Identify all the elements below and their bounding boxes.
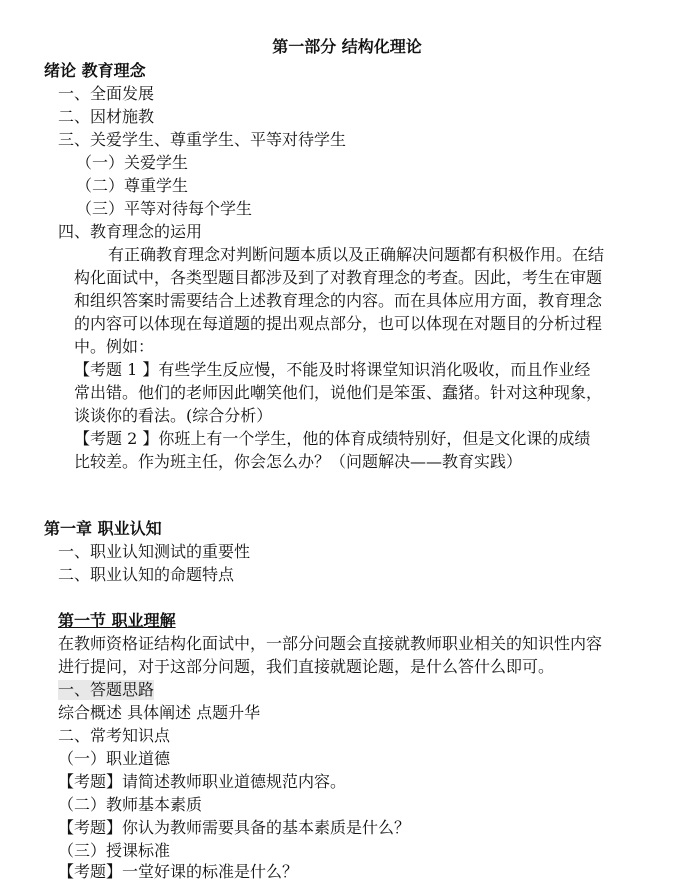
question-teaching-standard: 【考题】一堂好课的标准是什么？ [58,862,299,881]
section-1-item-2: 二、常考知识点 [58,726,171,745]
section-1-heading: 第一节 职业理解 [58,611,176,630]
intro-subitem-3: （三）平等对待每个学生 [76,199,253,218]
subitem-ethics: （一）职业道德 [58,749,171,768]
question-ethics: 【考题】请简述教师职业道德规范内容。 [58,772,347,791]
intro-paragraph-line: 中。例如： [74,337,155,356]
part-title: 第一部分 结构化理论 [272,37,422,56]
subitem-teaching-standard: （三）授课标准 [58,841,171,860]
intro-paragraph-line: 的内容可以体现在每道题的提出观点部分，也可以体现在对题目的分析过程 [74,314,603,333]
question-1-line: 【考题 1 】有些学生反应慢，不能及时将课堂知识消化吸收，而且作业经 [74,360,591,379]
intro-item-2: 二、因材施教 [58,107,155,126]
chapter-1-item-2: 二、职业认知的命题特点 [58,565,235,584]
intro-item-4: 四、教育理念的运用 [58,222,203,241]
answer-steps: 综合概述 具体阐述 点题升华 [58,703,261,722]
intro-item-1: 一、全面发展 [58,84,155,103]
question-1-line: 常出错。他们的老师因此嘲笑他们，说他们是笨蛋、蠢猪。针对这种现象， [74,383,603,402]
subitem-qualities: （二）教师基本素质 [58,795,203,814]
section-1-item-1: 一、答题思路 [58,680,155,699]
intro-paragraph-line: 有正确教育理念对判断问题本质以及正确解决问题都有积极作用。在结 [108,245,605,264]
section-1-paragraph-line: 进行提问，对于这部分问题，我们直接就题论题，是什么答什么即可。 [58,657,555,676]
intro-subitem-2: （二）尊重学生 [76,176,189,195]
chapter-1-heading: 第一章 职业认知 [44,519,162,538]
intro-subitem-1: （一）关爱学生 [76,153,189,172]
section-1-paragraph-line: 在教师资格证结构化面试中，一部分问题会直接就教师职业相关的知识性内容 [58,634,603,653]
intro-heading: 绪论 教育理念 [44,61,146,80]
question-2-line: 比较差。作为班主任，你会怎么办？（问题解决——教育实践） [74,452,523,471]
question-qualities: 【考题】你认为教师需要具备的基本素质是什么？ [58,818,411,837]
intro-paragraph-line: 构化面试中，各类型题目都涉及到了对教育理念的考查。因此，考生在审题 [74,268,603,287]
chapter-1-item-1: 一、职业认知测试的重要性 [58,542,251,561]
question-1-line: 谈谈你的看法。(综合分析） [74,406,273,425]
question-2-line: 【考题 2 】你班上有一个学生，他的体育成绩特别好，但是文化课的成绩 [74,429,591,448]
intro-item-3: 三、关爱学生、尊重学生、平等对待学生 [58,130,347,149]
intro-paragraph-line: 和组织答案时需要结合上述教育理念的内容。而在具体应用方面，教育理念 [74,291,603,310]
